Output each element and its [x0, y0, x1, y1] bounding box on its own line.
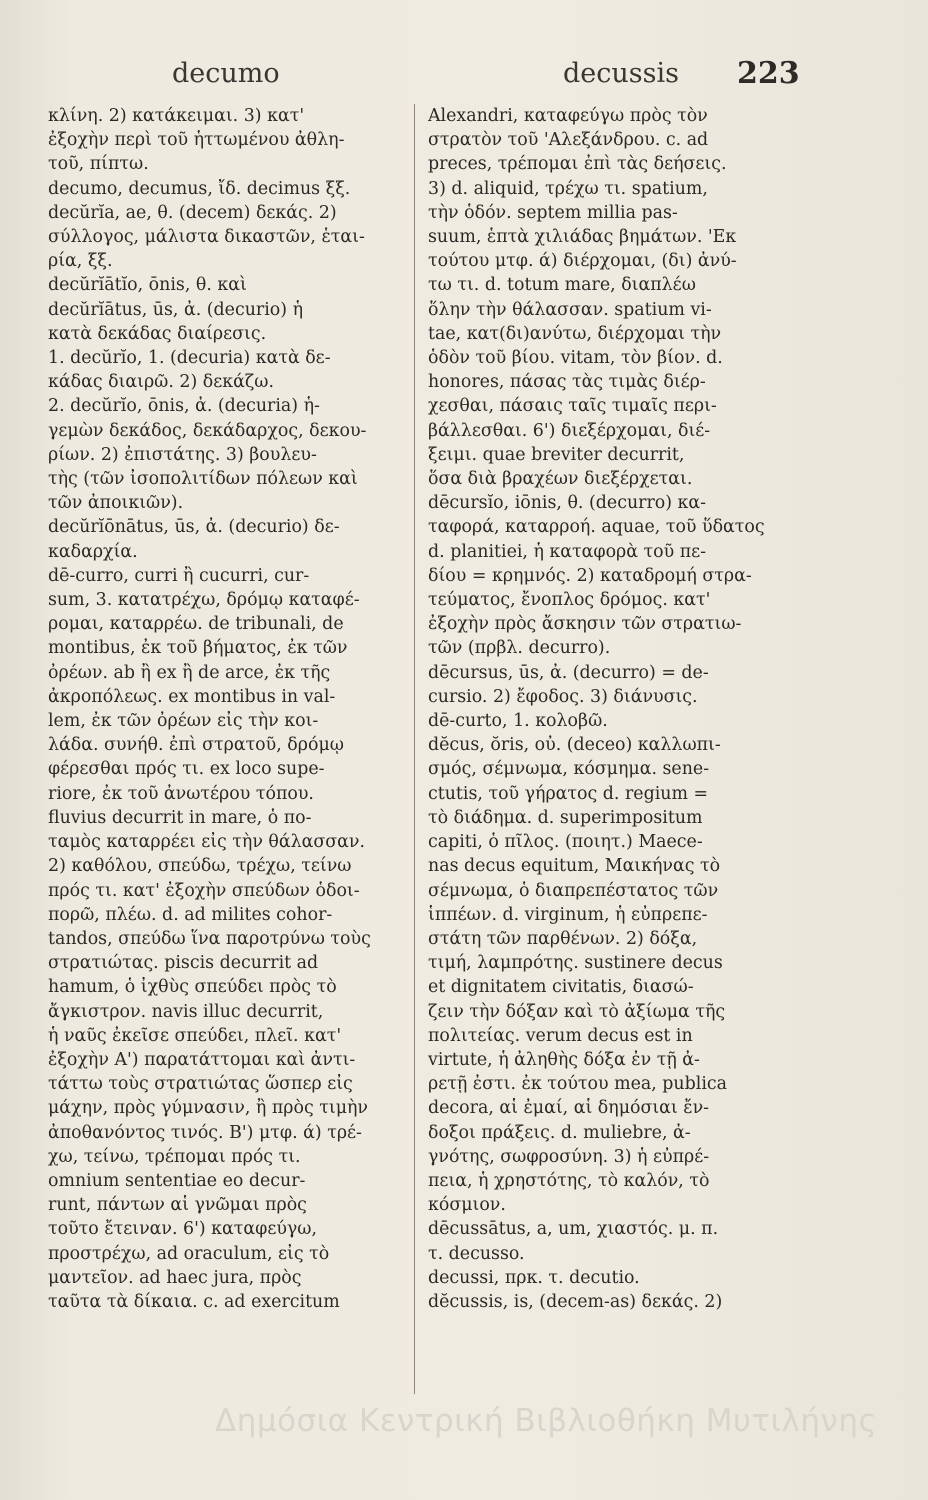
text-line: riore, ἐκ τοῦ ἀνωτέρου τόπου.	[48, 783, 314, 804]
left-column	[48, 104, 404, 1394]
text-line: hamum, ὁ ἰχθὺς σπεύδει πρὸς τὸ	[48, 977, 337, 998]
text-line: dēcursĭo, iōnis, θ. (decurro) κα-	[428, 493, 707, 514]
text-line: decŭrĭātĭo, ōnis, θ. καὶ	[48, 275, 247, 296]
text-line: τὴς (τῶν ἰσοπολιτίδων πόλεων καὶ	[48, 469, 358, 490]
text-line: honores, πάσας τὰς τιμὰς διέρ-	[428, 372, 706, 393]
text-line: προστρέχω, ad oraculum, εἰς τὸ	[48, 1243, 330, 1264]
text-line: σέμνωμα, ὁ διαπρεπέστατος τῶν	[428, 880, 719, 901]
text-line: τ. decusso.	[428, 1243, 525, 1264]
text-line: ὅσα διὰ βραχέων διεξέρχεται.	[428, 469, 693, 490]
text-line: ὀρέων. ab ἢ ex ἢ de arce, ἐκ τῆς	[48, 662, 331, 683]
text-line: capiti, ὁ πῖλος. (ποιητ.) Maece-	[428, 832, 703, 853]
text-line: ταμὸς καταρρέει εἰς τὴν θάλασσαν.	[48, 832, 365, 853]
text-line: omnium sententiae eo decur-	[48, 1170, 306, 1191]
text-line: 3) d. aliquid, τρέχω τι. spatium,	[428, 178, 708, 199]
text-line: dē-curro, curri ἢ cucurri, cur-	[48, 565, 310, 586]
text-line: τὸ διάδημα. d. superimpositum	[428, 807, 703, 828]
text-line: 1. decŭrĭo, 1. (decuria) κατὰ δε-	[48, 348, 331, 369]
text-line: d. planitiei, ἡ καταφορὰ τοῦ πε-	[428, 541, 707, 562]
text-line: decŭrĭōnātus, ūs, ἀ. (decurio) δε-	[48, 517, 340, 538]
text-line: ἡ ναῦς ἐκεῖσε σπεύδει, πλεῖ. κατ'	[48, 1025, 342, 1046]
text-line: montibus, ἐκ τοῦ βήματος, ἐκ τῶν	[48, 638, 348, 659]
text-line: ἀκροπόλεως. ex montibus in val-	[48, 686, 336, 707]
text-line: πορῶ, πλέω. d. ad milites cohor-	[48, 904, 333, 925]
page-header	[0, 48, 928, 98]
text-line: τὴν ὁδόν. septem millia pas-	[428, 202, 678, 223]
text-line: τοῦτο ἔτειναν. 6') καταφεύγω,	[48, 1219, 318, 1240]
text-line: ταφορά, καταρροή. aquae, τοῦ ὕδατος	[428, 517, 765, 538]
text-line: δίου = κρημνός. 2) καταδρομή στρα-	[428, 565, 752, 586]
text-line: ἱππέων. d. virginum, ἡ εὐπρεπε-	[428, 904, 708, 925]
text-line: preces, τρέπομαι ἐπὶ τὰς δεήσεις.	[428, 154, 727, 175]
text-line: τάττω τοὺς στρατιώτας ὥσπερ εἰς	[48, 1074, 353, 1095]
text-line: dē-curto, 1. κολοβῶ.	[428, 711, 608, 732]
text-line: Alexandri, καταφεύγω πρὸς τὸν	[428, 106, 708, 126]
text-line: τιμή, λαμπρότης. sustinere decus	[428, 953, 723, 974]
text-line: lem, ἐκ τῶν ὀρέων εἰς τὴν κοι-	[48, 711, 319, 732]
text-line: κλίνη. 2) κατάκειμαι. 3) κατ'	[48, 106, 305, 126]
text-line: βάλλεσθαι. 6') διεξέρχομαι, διέ-	[428, 420, 711, 441]
text-line: sum, 3. κατατρέχω, δρόμῳ καταφέ-	[48, 590, 360, 611]
text-line: 2) καθόλου, σπεύδω, τρέχω, τείνω	[48, 856, 352, 877]
text-line: decumo, decumus, ἴδ. decimus ξξ.	[48, 178, 351, 199]
text-line: ρετῇ ἐστι. ἐκ τούτου mea, publica	[428, 1074, 727, 1095]
text-line: dēcursus, ūs, ἀ. (decurro) = de-	[428, 662, 709, 683]
text-line: τῶν (πρβλ. decurro).	[428, 638, 611, 659]
page-number: 223	[737, 56, 800, 91]
text-line: dĕcussis, is, (decem-as) δεκάς. 2)	[428, 1291, 723, 1312]
text-line: decora, αἱ ἐμαί, αἱ δημόσιαι ἔν-	[428, 1098, 710, 1119]
text-line: dēcussātus, a, um, χιαστός. μ. π.	[428, 1219, 719, 1240]
text-line: ρομαι, καταρρέω. de tribunali, de	[48, 614, 344, 635]
text-line: virtute, ἡ ἀληθὴς δόξα ἐν τῇ ἀ-	[428, 1049, 700, 1070]
text-line: ἐξοχὴν Α') παρατάττομαι καὶ ἀντι-	[48, 1049, 356, 1070]
text-line: suum, ἑπτὰ χιλιάδας βημάτων. 'Εκ	[428, 227, 737, 248]
text-line: dĕcus, ŏris, οὐ. (deceo) καλλωπι-	[428, 735, 721, 756]
text-line: ταῦτα τὰ δίκαια. c. ad exercitum	[48, 1291, 340, 1312]
column-divider	[414, 104, 415, 1394]
text-line: decussi, πρκ. τ. decutio.	[428, 1267, 640, 1288]
text-line: decŭrĭa, ae, θ. (decem) δεκάς. 2)	[48, 202, 337, 223]
text-line: ἐξοχὴν περὶ τοῦ ἡττωμένου ἀθλη-	[48, 130, 345, 151]
text-line: ἄγκιστρον. navis illuc decurrit,	[48, 1001, 324, 1022]
text-line: στρατιώτας. piscis decurrit ad	[48, 953, 319, 974]
library-watermark: Δημόσια Κεντρική Βιβλιοθήκη Μυτιλήνης	[215, 1403, 878, 1439]
text-line: γνότης, σωφροσύνη. 3) ἡ εὐπρέ-	[428, 1146, 710, 1167]
text-line: κάδας διαιρῶ. 2) δεκάζω.	[48, 372, 275, 393]
text-line: ἀποθανόντος τινός. Β') μτφ. ά) τρέ-	[48, 1122, 362, 1143]
text-line: σύλλογος, μάλιστα δικαστῶν, ἑται-	[48, 227, 365, 248]
text-line: et dignitatem civitatis, διασώ-	[428, 977, 694, 998]
text-line: ζειν τὴν δόξαν καὶ τὸ ἀξίωμα τῆς	[428, 1001, 726, 1022]
text-line: πρός τι. κατ' ἐξοχὴν σπεύδων ὁδοι-	[48, 880, 360, 901]
text-line: tandos, σπεύδω ἵνα παροτρύνω τοὺς	[48, 928, 371, 949]
text-line: στρατὸν τοῦ 'Αλεξάνδρου. c. ad	[428, 130, 709, 151]
text-line: φέρεσθαι πρός τι. ex loco supe-	[48, 759, 325, 780]
text-line: ctutis, τοῦ γήρατος d. regium =	[428, 783, 709, 804]
text-line: tae, κατ(δι)ανύτω, διέρχομαι τὴν	[428, 323, 722, 344]
text-line: χεσθαι, πάσαις ταῖς τιμαῖς περι-	[428, 396, 717, 417]
text-line: καδαρχία.	[48, 541, 138, 562]
text-line: decŭrĭātus, ūs, ἀ. (decurio) ἡ	[48, 299, 303, 320]
text-line: δοξοι πράξεις. d. muliebre, ἀ-	[428, 1122, 691, 1143]
text-line: runt, πάντων αἱ γνῶμαι πρὸς	[48, 1195, 307, 1216]
text-line: σμός, σέμνωμα, κόσμημα. sene-	[428, 759, 710, 780]
text-line: nas decus equitum, Μαικήνας τὸ	[428, 856, 721, 877]
text-line: τῶν ἀποικιῶν).	[48, 493, 184, 514]
text-line: μάχην, πρὸς γύμνασιν, ἢ πρὸς τιμὴν	[48, 1098, 368, 1119]
text-line: κόσμιον.	[428, 1195, 506, 1216]
text-line: cursio. 2) ἔφοδος. 3) διάνυσις.	[428, 686, 698, 707]
text-line: τούτου μτφ. ά) διέρχομαι, (δι) ἀνύ-	[428, 251, 737, 272]
text-line: λάδα. συνήθ. ἐπὶ στρατοῦ, δρόμῳ	[48, 735, 344, 756]
text-line: ρία, ξξ.	[48, 251, 113, 272]
text-line: γεμὼν δεκάδος, δεκάδαρχος, δεκου-	[48, 420, 367, 441]
text-line: ὅλην τὴν θάλασσαν. spatium vi-	[428, 299, 712, 320]
text-line: τεύματος, ἔνοπλος δρόμος. κατ'	[428, 590, 711, 611]
header-right-guide-word: decussis	[563, 58, 679, 89]
header-left-guide-word: decumo	[172, 58, 280, 89]
text-line: μαντεῖον. ad haec jura, πρὸς	[48, 1267, 302, 1288]
text-line: τοῦ, πίπτω.	[48, 154, 149, 175]
text-line: πεια, ἡ χρηστότης, τὸ καλόν, τὸ	[428, 1170, 710, 1191]
text-line: κατὰ δεκάδας διαίρεσις.	[48, 323, 267, 344]
text-line: στάτη τῶν παρθένων. 2) δόξα,	[428, 928, 698, 949]
right-column	[428, 104, 790, 1394]
text-line: ξειμι. quae breviter decurrit,	[428, 444, 685, 465]
text-line: ὁδὸν τοῦ βίου. vitam, τὸν βίον. d.	[428, 348, 723, 369]
text-line: fluvius decurrit in mare, ὁ πο-	[48, 807, 312, 828]
text-line: χω, τείνω, τρέπομαι πρός τι.	[48, 1146, 301, 1167]
text-line: τω τι. d. totum mare, διαπλέω	[428, 275, 696, 296]
text-line: ἐξοχὴν πρὸς ἄσκησιν τῶν στρατιω-	[428, 614, 742, 635]
text-line: πολιτείας. verum decus est in	[428, 1025, 693, 1046]
text-line: 2. decŭrĭo, ōnis, ἀ. (decuria) ἡ-	[48, 396, 320, 417]
text-line: ρίων. 2) ἐπιστάτης. 3) βουλευ-	[48, 444, 317, 465]
